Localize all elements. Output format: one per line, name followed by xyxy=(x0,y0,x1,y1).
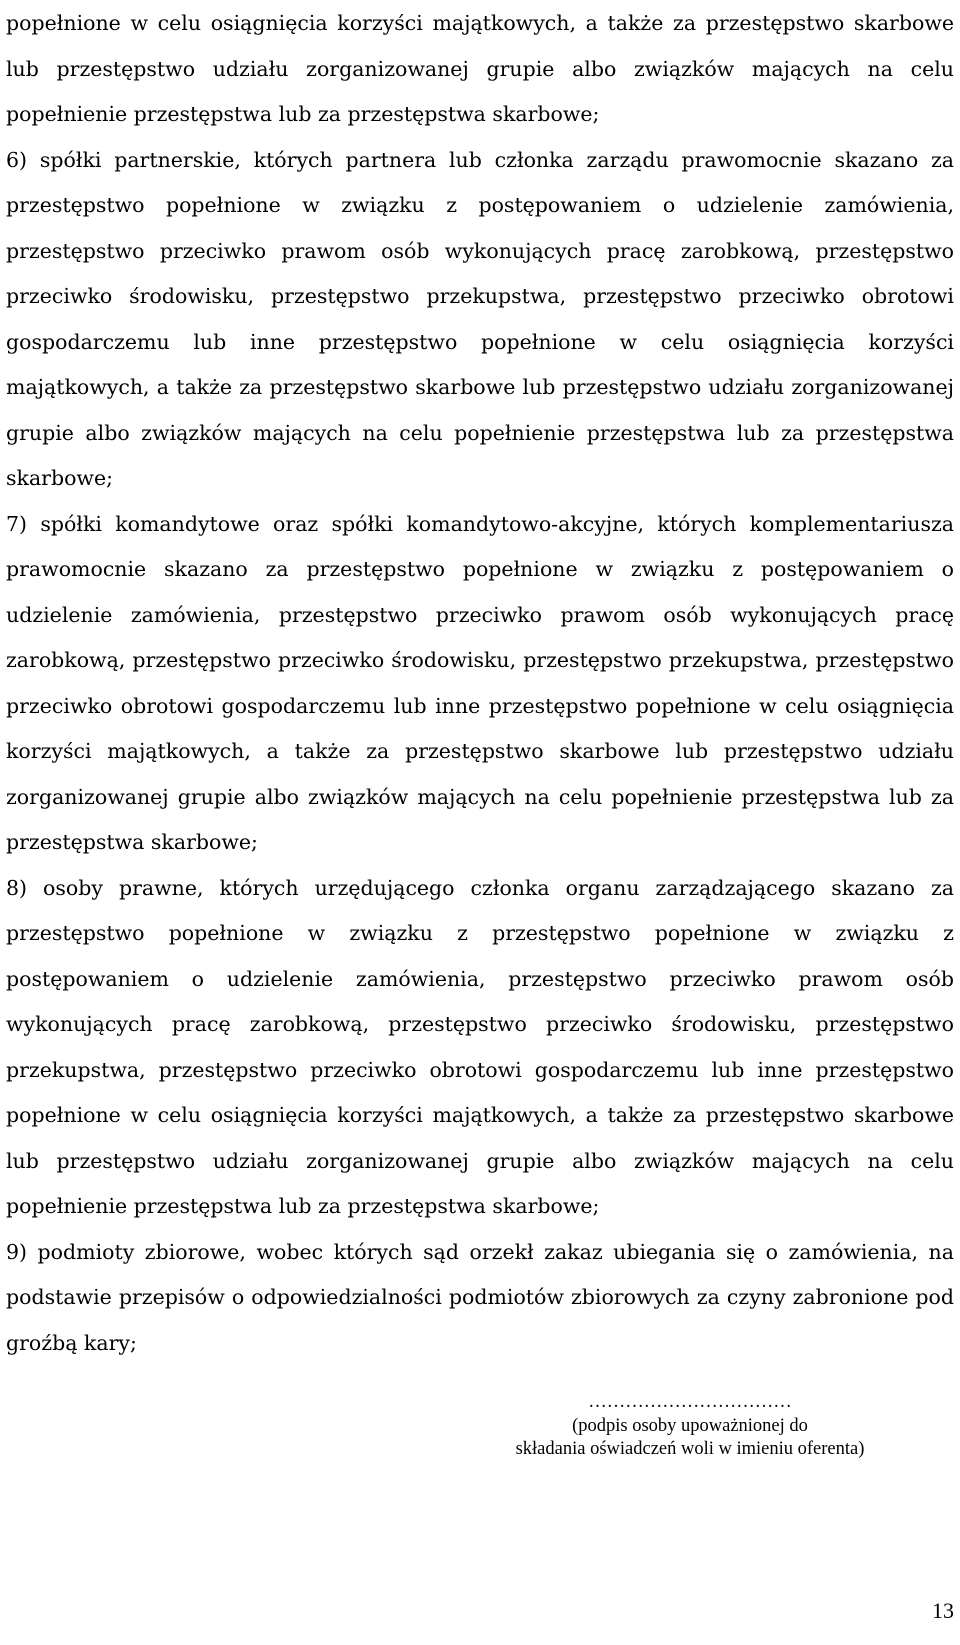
signature-block xyxy=(470,1391,910,1462)
paragraph-item-8: 8) osoby prawne, których urzędującego członka organu zarządzającego skazano za przestępstwo popełnione w związku z przestępstwo popełnione w związku z postępowaniem o udzielenie zamówienia, przestępstwo przeciwko prawom osób wykonujących pracę zarobkową, przestępstwo przeciwko środowisku, przestępstwo przekupstwa, przestępstwo przeciwko obrotowi gospodarczemu lub inne przestępstwo popełnione w celu osiągnięcia korzyści majątkowych, a także za przestępstwo skarbowe lub przestępstwo udziału zorganizowanej grupie albo związków mających na celu popełnienie przestępstwa lub za przestępstwa skarbowe; xyxy=(6,875,954,1218)
page-number: 13 xyxy=(932,1598,954,1623)
paragraph-item-6: 6) spółki partnerskie, których partnera lub członka zarządu prawomocnie skazano za przestępstwo popełnione w związku z postępowaniem o udzielenie zamówienia, przestępstwo przeciwko prawom osób wykonujących pracę zarobkową, przestępstwo przeciwko środowisku, przestępstwo przekupstwa, przestępstwo przeciwko obrotowi gospodarczemu lub inne przestępstwo popełnione w celu osiągnięcia korzyści majątkowych, a także za przestępstwo skarbowe lub przestępstwo udziału zorganizowanej grupie albo związków mających na celu popełnienie przestępstwa lub za przestępstwa skarbowe; xyxy=(6,147,954,490)
paragraph-item-9: 9) podmioty zbiorowe, wobec których sąd orzekł zakaz ubiegania się o zamówienia, na podstawie przepisów o odpowiedzialności podmiotów zbiorowych za czyny zabronione pod groźbą kary; xyxy=(6,1239,954,1355)
signature-caption-line-1: (podpis osoby upoważnionej do xyxy=(572,1415,808,1436)
document-body xyxy=(6,0,954,1366)
paragraph-continuation: popełnione w celu osiągnięcia korzyści majątkowych, a także za przestępstwo skarbowe lub przestępstwo udziału zorganizowanej grupie albo związków mających na celu popełnienie przestępstwa lub za przestępstwa skarbowe; xyxy=(6,11,954,126)
paragraph-item-7: 7) spółki komandytowe oraz spółki komandytowo-akcyjne, których komplementariusza prawomocnie skazano za przestępstwo popełnione w związku z postępowaniem o udzielenie zamówienia, przestępstwo przeciwko prawom osób wykonujących pracę zarobkową, przestępstwo przeciwko środowisku, przestępstwo przekupstwa, przestępstwo przeciwko obrotowi gospodarczemu lub inne przestępstwo popełnione w celu osiągnięcia korzyści majątkowych, a także za przestępstwo skarbowe lub przestępstwo udziału zorganizowanej grupie albo związków mających na celu popełnienie przestępstwa lub za przestępstwa skarbowe; xyxy=(6,511,954,854)
signature-line: …………………………… xyxy=(588,1392,792,1412)
signature-caption-line-2: składania oświadczeń woli w imieniu oferenta) xyxy=(515,1439,865,1459)
